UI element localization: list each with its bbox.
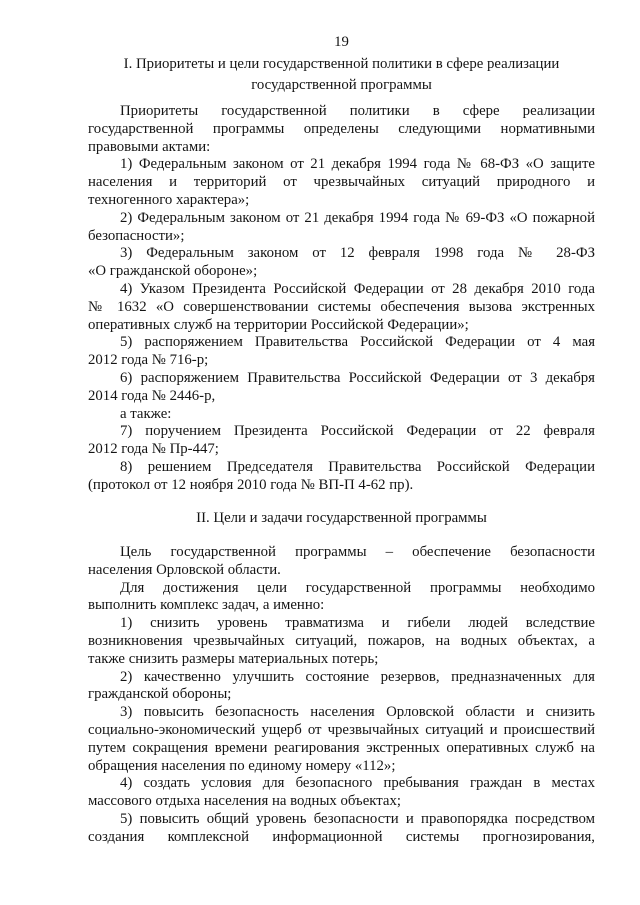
section-body (88, 103, 595, 495)
paragraph (88, 775, 595, 811)
section-heading (88, 54, 595, 96)
paragraph (88, 544, 595, 580)
text-line: 2012 года № Пр-447; (88, 441, 219, 458)
text-line: 3) повысить безопасность населения Орловской области и снизить (120, 704, 595, 721)
text-line: выполнить комплекс задач, а именно: (88, 597, 325, 614)
text-line: создания комплексной информационной системы прогнозирования, (88, 828, 595, 845)
text-line: № 1632 «О совершенствовании системы обеспечения вызова экстренных (88, 298, 595, 315)
text-line: 2014 года № 2446-р, (88, 387, 216, 404)
text-line: Для достижения цели государственной программы необходимо (120, 579, 595, 596)
paragraph (88, 245, 595, 281)
text-line: техногенного характера»; (88, 191, 250, 208)
paragraph (88, 103, 595, 156)
text-line: 6) распоряжением Правительства Российской Федерации от 3 декабря (120, 369, 595, 386)
section-body (88, 544, 595, 847)
paragraph (88, 580, 595, 616)
text-line: 1) снизить уровень травматизма и гибели людей вследствие (120, 615, 595, 632)
text-line: 4) создать условия для безопасного пребывания граждан в местах (120, 775, 595, 792)
text-line: 5) повысить общий уровень безопасности и правопорядка посредством (120, 810, 595, 827)
text-line: 5) распоряжением Правительства Российской Федерации от 4 мая (120, 334, 595, 351)
text-line: социально-экономический ущерб от чрезвычайных ситуаций и происшествий (88, 721, 595, 738)
text-line: а также: (120, 405, 172, 422)
text-line: 4) Указом Президента Российской Федерации от 28 декабря 2010 года (120, 280, 595, 297)
paragraph (88, 811, 595, 847)
paragraph (88, 669, 595, 705)
paragraph (88, 281, 595, 334)
paragraph (88, 615, 595, 668)
paragraph (88, 370, 595, 406)
paragraph (88, 704, 595, 775)
text-line: 3) Федеральным законом от 12 февраля 1998 года № 28-ФЗ (120, 245, 595, 262)
text-line: 2) Федеральным законом от 21 декабря 1994 года № 69-ФЗ «О пожарной (120, 209, 595, 226)
page-number: 19 (334, 34, 349, 50)
text-line: обращения населения по единому номеру «112»; (88, 757, 396, 774)
text-line: населения Орловской области. (88, 561, 281, 578)
heading-line: I. Приоритеты и цели государственной политики в сфере реализации (123, 56, 560, 72)
text-line: населения и территорий от чрезвычайных ситуаций природного и (88, 174, 595, 191)
paragraph (88, 423, 595, 459)
text-line: 7) поручением Президента Российской Федерации от 22 февраля (120, 423, 595, 440)
text-line: возникновения чрезвычайных ситуаций, пожаров, на водных объектах, а (88, 632, 595, 649)
text-line: 8) решением Председателя Правительства Российской Федерации (120, 458, 595, 475)
text-line: массового отдыха населения на водных объектах; (88, 793, 401, 810)
text-line: правовыми актами: (88, 138, 211, 155)
text-line: гражданской обороны; (88, 686, 232, 703)
text-line: (протокол от 12 ноября 2010 года № ВП-П 4-62 пр). (88, 476, 414, 493)
paragraph (88, 156, 595, 209)
paragraph (88, 459, 595, 495)
text-line: «О гражданской обороне»; (88, 263, 258, 280)
text-line: безопасности»; (88, 227, 185, 244)
heading-line: государственной программы (251, 77, 432, 93)
section-heading (88, 509, 595, 527)
text-line: оперативных служб на территории Российской Федерации»; (88, 316, 469, 333)
text-line: 2012 года № 716-р; (88, 352, 209, 369)
text-line: Цель государственной программы – обеспечение безопасности (120, 544, 595, 560)
text-line: также снизить размеры материальных потерь; (88, 650, 379, 667)
heading-line: II. Цели и задачи государственной программы (196, 510, 487, 526)
paragraph (88, 334, 595, 370)
text-line: путем сокращения времени реагирования экстренных оперативных служб на (88, 739, 595, 756)
text-line: 1) Федеральным законом от 21 декабря 1994 года № 68-ФЗ «О защите (120, 156, 595, 173)
text-line: 2) качественно улучшить состояние резервов, предназначенных для (120, 668, 595, 685)
text-line: Приоритеты государственной политики в сфере реализации (120, 103, 595, 119)
text-line: государственной программы определены следующими нормативными (88, 120, 595, 137)
paragraph (88, 406, 595, 424)
paragraph (88, 210, 595, 246)
